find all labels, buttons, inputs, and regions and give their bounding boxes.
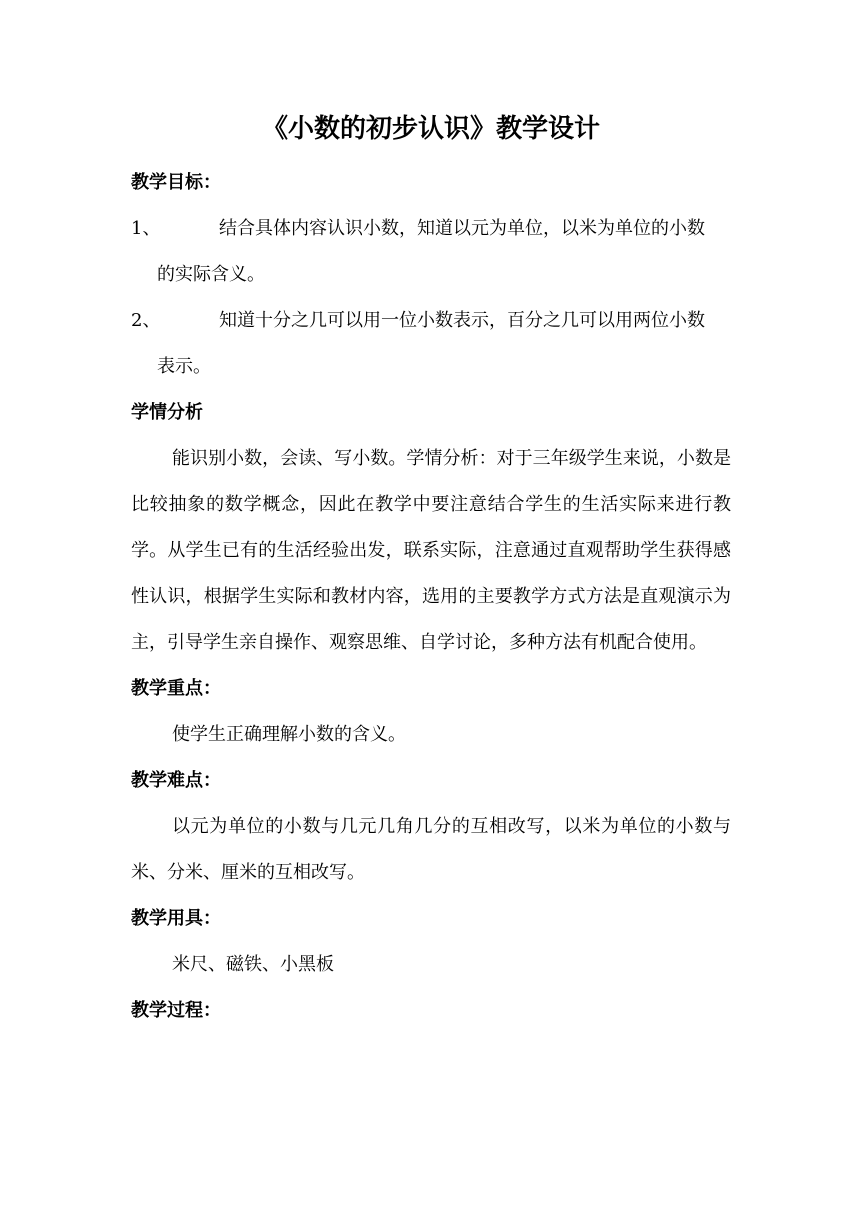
document-content (131, 108, 731, 1034)
analysis-paragraph: 能识别小数，会读、写小数。学情分析：对于三年级学生来说，小数是比较抽象的数学概念，因此在教学中要注意结合学生的生活实际来进行教学。从学生已有的生活经验出发，联系实际，注意通过直观帮助学生获得感性认识，根据学生实际和教材内容，选用的主要教学方式方法是直观演示为主，引导学生亲自操作、观察思维、自学讨论，多种方法有机配合使用。 (131, 448, 731, 653)
objective-number: 1、 (131, 218, 161, 239)
objective-item-1 (131, 206, 731, 298)
tools-heading: 教学用具： (131, 908, 221, 929)
objective-text-continued: 表示。 (157, 356, 211, 377)
objectives-heading: 教学目标： (131, 172, 221, 193)
difficulty-paragraph: 以元为单位的小数与几元几角几分的互相改写，以米为单位的小数与米、分米、厘米的互相改写。 (131, 816, 731, 883)
process-heading: 教学过程： (131, 1000, 221, 1021)
objective-text: 知道十分之几可以用一位小数表示，百分之几可以用两位小数 (219, 310, 705, 331)
difficulty-heading: 教学难点： (131, 770, 221, 791)
analysis-heading: 学情分析 (131, 402, 203, 423)
tools-paragraph: 米尺、磁铁、小黑板 (172, 954, 334, 975)
objective-text: 结合具体内容认识小数，知道以元为单位，以米为单位的小数 (219, 218, 705, 239)
objective-number: 2、 (131, 310, 161, 331)
objective-item-2 (131, 298, 731, 390)
key-point-paragraph: 使学生正确理解小数的含义。 (172, 724, 406, 745)
key-point-heading: 教学重点： (131, 678, 221, 699)
objective-text-continued: 的实际含义。 (157, 264, 265, 285)
document-title: 《小数的初步认识》教学设计 (261, 114, 600, 144)
